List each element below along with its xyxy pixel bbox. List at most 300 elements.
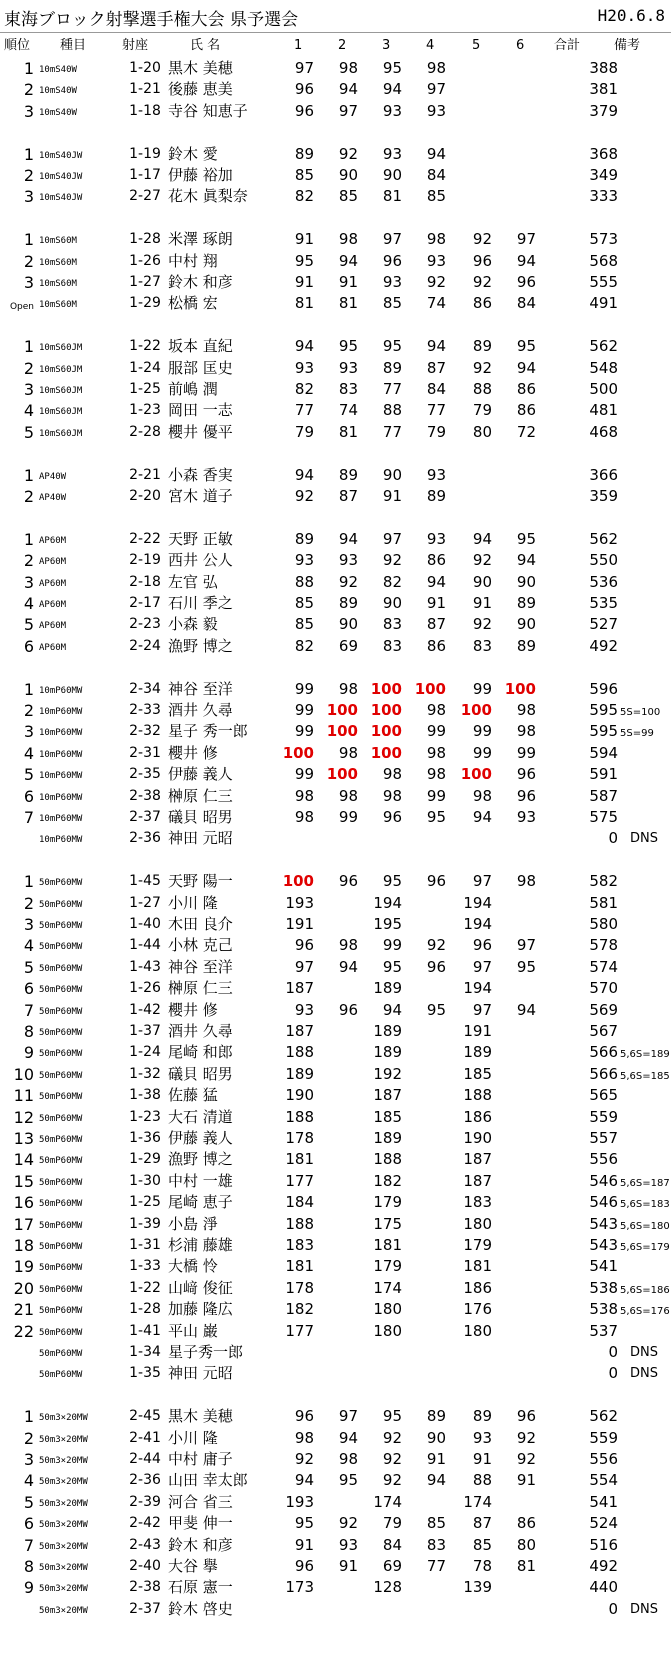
event-cell: 10mP60MW — [39, 707, 83, 717]
score-cell: 193 — [285, 893, 314, 912]
score-cell: 180 — [463, 1214, 492, 1233]
table-row — [0, 1021, 671, 1043]
total-cell: 568 — [589, 251, 618, 270]
table-row — [0, 58, 671, 80]
rank-cell: 9 — [23, 1043, 34, 1063]
rank-cell: 2 — [23, 80, 34, 100]
rank-cell: 10 — [13, 1064, 34, 1084]
name-cell: 小林 克己 — [168, 936, 233, 955]
total-cell: 516 — [589, 1535, 618, 1554]
station-cell: 1-24 — [129, 1044, 161, 1061]
rank-cell: 11 — [13, 1086, 34, 1106]
score-cell: 93 — [338, 358, 358, 377]
score-cell: 99 — [472, 679, 492, 698]
table-row — [0, 1299, 671, 1321]
name-cell: 小森 毅 — [168, 615, 218, 634]
event-cell: 10mS60M — [39, 236, 77, 247]
score-cell: 178 — [285, 1129, 314, 1147]
score-cell: 93 — [516, 808, 536, 826]
event-cell: 10mS40JW — [39, 150, 83, 161]
score-cell: 91 — [294, 230, 314, 249]
name-cell: 星子 秀一郎 — [168, 722, 248, 741]
score-cell: 100 — [282, 743, 314, 762]
name-cell: 櫻井 優平 — [168, 422, 233, 441]
station-cell: 2-33 — [129, 702, 161, 718]
table-row — [0, 1128, 671, 1150]
name-cell: 中村 翔 — [168, 251, 218, 270]
name-cell: 黒木 美穂 — [168, 1407, 233, 1426]
score-cell: 97 — [338, 1407, 358, 1426]
station-cell: 1-31 — [129, 1237, 161, 1253]
station-cell: 2-38 — [129, 787, 161, 804]
station-cell: 2-19 — [129, 552, 161, 569]
table-row — [0, 486, 671, 508]
score-cell: 83 — [382, 636, 402, 655]
score-cell: 95 — [294, 251, 314, 270]
event-cell: 50m3×20MW — [39, 1563, 88, 1573]
event-cell: 10mS40W — [39, 65, 77, 75]
score-cell: 92 — [472, 551, 492, 570]
score-cell: 88 — [382, 401, 402, 420]
rank-cell: 3 — [23, 380, 34, 399]
score-cell: 92 — [382, 1428, 402, 1447]
rank-cell: 5 — [23, 615, 34, 635]
table-row — [0, 1556, 671, 1578]
name-cell: 服部 匡史 — [168, 358, 233, 377]
event-cell: 50mP60MW — [39, 1284, 83, 1295]
score-cell: 96 — [294, 936, 314, 955]
table-row — [0, 721, 671, 743]
total-cell: 541 — [589, 1257, 618, 1276]
station-cell: 1-37 — [129, 1023, 161, 1039]
score-cell: 192 — [373, 1064, 402, 1083]
score-cell: 84 — [382, 1535, 402, 1554]
name-cell: 寺谷 知恵子 — [168, 101, 248, 120]
score-cell: 100 — [370, 701, 402, 719]
event-cell: AP40W — [39, 471, 67, 482]
name-cell: 伊藤 義人 — [168, 765, 233, 784]
score-cell: 89 — [516, 636, 536, 655]
score-cell: 184 — [285, 1193, 314, 1212]
score-cell: 80 — [472, 422, 492, 441]
score-cell: 89 — [516, 594, 536, 612]
event-cell: 50mP60MW — [39, 1306, 83, 1317]
table-row — [0, 1577, 671, 1599]
table-row — [0, 336, 671, 358]
note-cell: 5,6S=185 — [620, 1070, 670, 1082]
score-cell: 94 — [382, 80, 402, 99]
name-cell: 酒井 久尋 — [168, 1022, 233, 1040]
total-cell: 567 — [589, 1022, 618, 1040]
total-cell: 582 — [589, 872, 618, 891]
table-row — [0, 358, 671, 380]
score-cell: 139 — [463, 1578, 492, 1597]
score-cell: 90 — [338, 166, 358, 184]
event-cell: 50m3×20MW — [39, 1605, 88, 1616]
score-cell: 96 — [472, 936, 492, 955]
station-cell: 1-23 — [129, 1108, 161, 1125]
score-cell: 100 — [504, 679, 536, 698]
score-cell: 89 — [338, 465, 358, 484]
station-cell: 1-24 — [129, 359, 161, 376]
event-cell: 10mS60JM — [39, 364, 83, 375]
station-cell: 2-37 — [129, 809, 161, 825]
table-row — [0, 529, 671, 551]
score-cell: 93 — [426, 101, 446, 120]
station-cell: 2-36 — [129, 1472, 161, 1489]
station-cell: 1-17 — [129, 167, 161, 183]
score-cell: 74 — [338, 401, 358, 420]
total-cell: 546 — [589, 1193, 618, 1212]
header-name: 氏 名 — [190, 38, 221, 53]
score-cell: 97 — [472, 1000, 492, 1019]
table-row — [0, 700, 671, 722]
name-cell: 中村 庸子 — [168, 1450, 233, 1468]
rank-cell: 4 — [23, 936, 34, 956]
total-cell: 481 — [589, 401, 618, 420]
table-row — [0, 871, 671, 893]
station-cell: 1-44 — [129, 937, 161, 954]
table-row — [0, 1149, 671, 1171]
score-cell: 93 — [426, 529, 446, 548]
station-cell: 1-27 — [129, 274, 161, 290]
score-cell: 94 — [516, 358, 536, 377]
score-cell: 96 — [516, 765, 536, 784]
score-cell: 92 — [338, 1514, 358, 1533]
score-cell: 89 — [294, 529, 314, 548]
score-cell: 128 — [373, 1578, 402, 1597]
score-cell: 94 — [426, 144, 446, 163]
score-cell: 189 — [373, 1043, 402, 1062]
score-cell: 85 — [294, 594, 314, 612]
score-cell: 95 — [382, 872, 402, 891]
score-cell: 92 — [294, 487, 314, 505]
rank-cell: 2 — [23, 893, 34, 913]
station-cell: 2-39 — [129, 1493, 161, 1510]
rank-cell: 2 — [23, 251, 34, 271]
event-cell: 50m3×20MW — [39, 1520, 88, 1531]
event-cell: 50mP60MW — [39, 899, 83, 910]
score-cell: 97 — [472, 957, 492, 976]
score-cell: 181 — [463, 1257, 492, 1276]
rank-cell: 6 — [23, 786, 34, 806]
score-cell: 91 — [294, 1535, 314, 1554]
score-cell: 93 — [294, 358, 314, 377]
note-cell: 5,6S=189 — [620, 1049, 670, 1061]
name-cell: 黒木 美穂 — [168, 59, 233, 77]
event-cell: 10mS60M — [39, 300, 77, 311]
score-cell: 98 — [426, 765, 446, 784]
score-cell: 85 — [294, 166, 314, 184]
name-cell: 星子秀一郎 — [168, 1343, 244, 1361]
event-cell: 50mP60MW — [39, 1049, 83, 1060]
total-cell: 569 — [589, 1000, 618, 1019]
score-cell: 183 — [285, 1236, 314, 1254]
total-cell: 550 — [589, 551, 618, 570]
score-cell: 100 — [370, 722, 402, 741]
table-row — [0, 807, 671, 829]
name-cell: 大石 清道 — [168, 1107, 233, 1126]
name-cell: 鈴木 啓史 — [168, 1599, 233, 1618]
event-cell: 50mP60MW — [39, 1135, 83, 1145]
note-cell: 5,6S=186 — [620, 1284, 670, 1296]
note-cell: 5S=100 — [620, 707, 661, 718]
station-cell: 1-27 — [129, 894, 161, 911]
rank-cell: 4 — [23, 743, 34, 763]
score-cell: 98 — [338, 230, 358, 249]
total-cell: 379 — [589, 101, 618, 120]
score-cell: 100 — [326, 765, 358, 784]
score-cell: 80 — [516, 1535, 536, 1554]
score-cell: 95 — [382, 59, 402, 77]
score-cell: 91 — [382, 487, 402, 505]
total-cell: 492 — [589, 1557, 618, 1575]
score-cell: 94 — [382, 1000, 402, 1019]
score-cell: 81 — [338, 422, 358, 441]
score-cell: 100 — [326, 722, 358, 741]
score-cell: 91 — [472, 594, 492, 612]
score-cell: 99 — [426, 722, 446, 741]
score-cell: 77 — [426, 401, 446, 420]
note-cell: DNS — [630, 831, 658, 847]
total-cell: 333 — [589, 187, 618, 206]
score-cell: 180 — [373, 1321, 402, 1340]
score-cell: 98 — [472, 786, 492, 805]
score-cell: 93 — [382, 101, 402, 120]
station-cell: 1-29 — [129, 295, 161, 312]
rank-cell: 15 — [13, 1171, 34, 1191]
score-cell: 97 — [294, 957, 314, 976]
event-cell: 50m3×20MW — [39, 1541, 88, 1552]
header-station: 射座 — [122, 38, 149, 53]
score-cell: 187 — [285, 979, 314, 998]
score-cell: 100 — [460, 765, 492, 784]
total-cell: 468 — [589, 422, 618, 441]
station-cell: 2-35 — [129, 766, 161, 783]
score-cell: 188 — [285, 1214, 314, 1233]
event-cell: 10mS40W — [39, 107, 77, 118]
name-cell: 松橋 宏 — [168, 294, 218, 313]
score-cell: 194 — [463, 893, 492, 912]
rank-cell: 20 — [13, 1278, 34, 1298]
score-cell: 81 — [382, 187, 402, 206]
total-cell: 535 — [589, 594, 618, 612]
table-row — [0, 1235, 671, 1257]
score-cell: 100 — [326, 701, 358, 719]
score-cell: 91 — [472, 1450, 492, 1468]
header-total: 合計 — [554, 38, 581, 53]
rank-cell: 1 — [23, 59, 34, 78]
event-cell: 50mP60MW — [39, 1199, 83, 1210]
score-cell: 92 — [472, 615, 492, 634]
score-cell: 69 — [338, 636, 358, 655]
score-cell: 189 — [373, 979, 402, 998]
score-cell: 95 — [426, 1000, 446, 1019]
score-cell: 99 — [382, 936, 402, 955]
event-cell: AP60M — [39, 621, 67, 632]
score-cell: 90 — [382, 594, 402, 612]
score-cell: 96 — [382, 251, 402, 270]
rank-cell: 3 — [23, 101, 34, 121]
station-cell: 2-23 — [129, 616, 161, 633]
score-cell: 88 — [472, 380, 492, 398]
score-cell: 91 — [516, 1471, 536, 1490]
score-cell: 174 — [373, 1492, 402, 1511]
score-cell: 99 — [426, 786, 446, 805]
table-row — [0, 1599, 671, 1621]
event-cell: 50mP60MW — [39, 942, 83, 953]
score-cell: 91 — [426, 594, 446, 612]
score-cell: 69 — [382, 1557, 402, 1575]
rank-cell: 1 — [23, 230, 34, 250]
total-cell: 541 — [589, 1492, 618, 1511]
total-cell: 0 — [608, 1364, 618, 1383]
score-cell: 95 — [338, 1471, 358, 1490]
score-cell: 181 — [285, 1257, 314, 1276]
station-cell: 1-22 — [129, 1279, 161, 1296]
station-cell: 2-20 — [129, 488, 161, 504]
name-cell: 後藤 恵美 — [168, 80, 233, 99]
score-cell: 188 — [373, 1150, 402, 1169]
score-cell: 189 — [373, 1022, 402, 1040]
score-cell: 177 — [285, 1321, 314, 1340]
table-row — [0, 379, 671, 401]
score-cell: 92 — [472, 230, 492, 249]
name-cell: 伊藤 裕加 — [168, 166, 233, 184]
score-cell: 98 — [516, 872, 536, 891]
event-cell: 50mP60MW — [39, 1092, 83, 1103]
score-cell: 81 — [516, 1557, 536, 1575]
score-cell: 191 — [463, 1022, 492, 1040]
note-cell: DNS — [630, 1601, 658, 1617]
total-cell: 527 — [589, 615, 618, 634]
rank-cell: 7 — [23, 1535, 34, 1555]
score-cell: 100 — [414, 679, 446, 698]
event-cell: 50mP60MW — [39, 1263, 83, 1274]
score-cell: 98 — [516, 701, 536, 719]
event-cell: 10mP60MW — [39, 814, 83, 824]
score-cell: 86 — [472, 294, 492, 313]
score-cell: 191 — [285, 915, 314, 933]
table-row — [0, 1535, 671, 1557]
score-cell: 91 — [426, 1450, 446, 1468]
total-cell: 591 — [589, 765, 618, 784]
score-cell: 94 — [338, 80, 358, 99]
event-cell: AP60M — [39, 578, 67, 589]
station-cell: 1-21 — [129, 81, 161, 98]
score-cell: 94 — [338, 1428, 358, 1447]
name-cell: 山田 幸太郎 — [168, 1471, 248, 1490]
score-cell: 98 — [338, 1450, 358, 1468]
name-cell: 大谷 擧 — [168, 1557, 218, 1575]
note-cell: 5,6S=183 — [620, 1199, 670, 1211]
score-cell: 94 — [294, 1471, 314, 1490]
table-row — [0, 101, 671, 123]
name-cell: 石川 季之 — [168, 594, 233, 612]
rank-cell: 14 — [13, 1150, 34, 1170]
table-row — [0, 1492, 671, 1514]
score-cell: 94 — [294, 337, 314, 356]
score-cell: 94 — [426, 337, 446, 356]
table-row — [0, 978, 671, 1000]
table-row — [0, 465, 671, 487]
score-cell: 195 — [373, 915, 402, 933]
score-cell: 95 — [382, 1407, 402, 1426]
event-cell: 10mP60MW — [39, 728, 83, 739]
total-cell: 0 — [608, 829, 618, 848]
name-cell: 左官 弘 — [168, 572, 218, 591]
score-cell: 78 — [472, 1557, 492, 1575]
score-cell: 90 — [426, 1428, 446, 1447]
rank-cell: 19 — [13, 1257, 34, 1277]
event-cell: 10mS60JM — [39, 343, 83, 354]
name-cell: 神田 元昭 — [168, 1364, 233, 1383]
total-cell: 562 — [589, 337, 618, 356]
station-cell: 1-25 — [129, 381, 161, 397]
score-cell: 189 — [285, 1064, 314, 1083]
event-cell: 50mP60MW — [39, 1349, 83, 1359]
score-cell: 92 — [516, 1450, 536, 1468]
rank-cell: 1 — [23, 529, 34, 549]
score-cell: 88 — [472, 1471, 492, 1490]
table-row — [0, 957, 671, 979]
score-cell: 98 — [338, 679, 358, 698]
score-cell: 185 — [373, 1107, 402, 1126]
score-cell: 95 — [382, 957, 402, 976]
score-cell: 95 — [294, 1514, 314, 1533]
score-cell: 99 — [472, 722, 492, 741]
score-cell: 91 — [338, 1557, 358, 1575]
total-cell: 491 — [589, 294, 618, 313]
event-cell: 50mP60MW — [39, 1177, 83, 1188]
name-cell: 木田 良介 — [168, 915, 233, 933]
rank-cell: 3 — [23, 915, 34, 934]
name-cell: 西井 公人 — [168, 551, 233, 570]
score-cell: 89 — [294, 144, 314, 163]
score-cell: 92 — [472, 273, 492, 291]
score-cell: 190 — [463, 1129, 492, 1147]
rank-cell: 6 — [23, 979, 34, 999]
name-cell: 石原 憲一 — [168, 1578, 233, 1597]
score-cell: 87 — [426, 615, 446, 634]
total-cell: 349 — [589, 166, 618, 184]
event-cell: 50mP60MW — [39, 1370, 83, 1381]
table-row — [0, 1171, 671, 1193]
total-cell: 368 — [589, 144, 618, 163]
table-row — [0, 1256, 671, 1278]
score-cell: 180 — [373, 1300, 402, 1319]
score-cell: 96 — [338, 1000, 358, 1019]
score-cell: 89 — [472, 337, 492, 356]
name-cell: 河合 省三 — [168, 1492, 233, 1511]
station-cell: 2-44 — [129, 1451, 161, 1467]
total-cell: 562 — [589, 1407, 618, 1426]
note-cell: 5S=99 — [620, 728, 654, 740]
total-cell: 524 — [589, 1514, 618, 1533]
score-cell: 94 — [472, 808, 492, 826]
event-cell: 50mP60MW — [39, 1242, 83, 1252]
total-cell: 578 — [589, 936, 618, 955]
total-cell: 492 — [589, 636, 618, 655]
table-row — [0, 1363, 671, 1385]
table-row — [0, 786, 671, 808]
score-cell: 180 — [463, 1321, 492, 1340]
score-cell: 88 — [294, 572, 314, 591]
total-cell: 555 — [589, 273, 618, 291]
station-cell: 1-33 — [129, 1258, 161, 1275]
table-row — [0, 1513, 671, 1535]
table-row — [0, 1428, 671, 1450]
